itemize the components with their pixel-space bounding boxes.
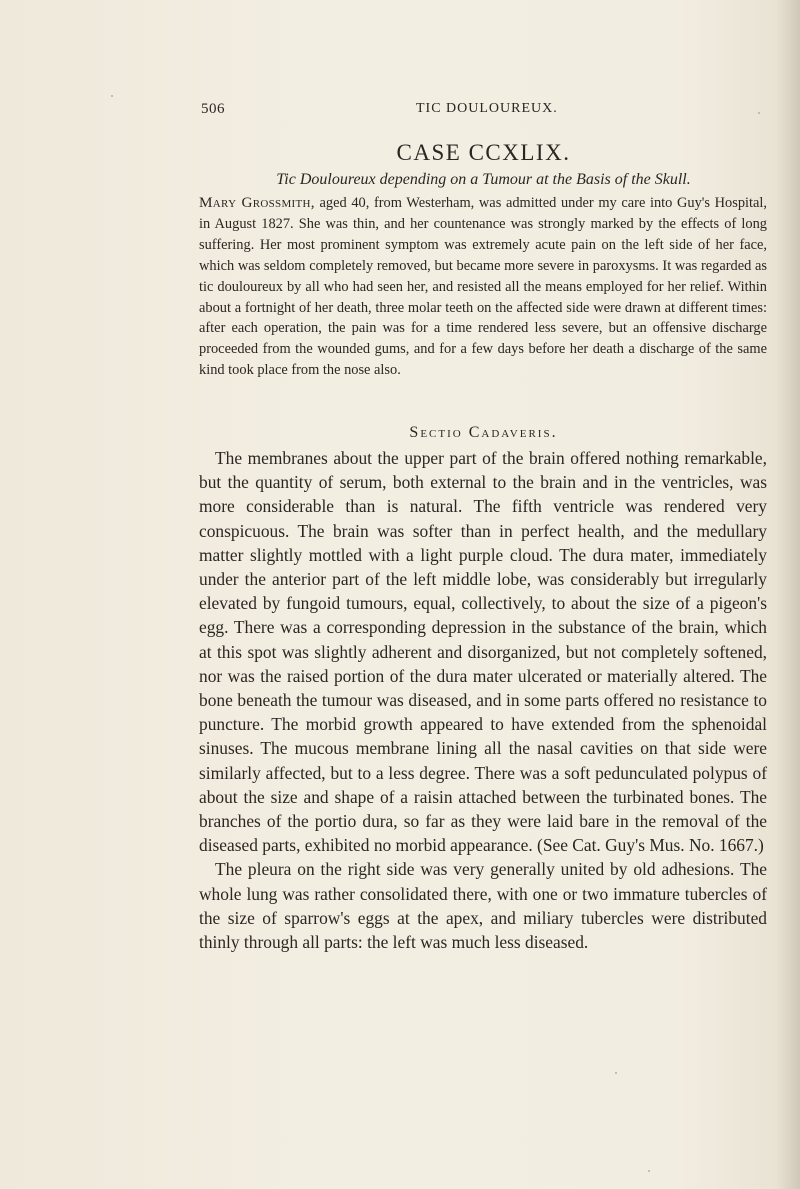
paragraph: The membranes about the upper part of the brain offered nothing remarkable, but the quantity of serum, both external to the brain and in the ventricles, was more considerable than is natural. The fifth ventricle was rendered very conspicuous. The brain was softer than in perfect health, and the medullary matter slightly mottled with a light purple cloud. The dura mater, immediately under the anterior part of the left middle lobe, was considerably but irregularly elevated by fungoid tumours, equal, collectively, to about the size of a pigeon's egg. There was a corresponding depression in the substance of the brain, which at this spot was slightly adherent and disorganized, but not completely softened, nor was the raised portion of the dura mater ulcerated or materially altered. The bone beneath the tumour was diseased, and in some parts offered no resistance to puncture. The morbid growth appeared to have extended from the sphenoidal sinuses. The mucous membrane lining all the nasal cavities on that side were similarly affected, but to a less degree. There was a soft pedunculated polypus of about the size and shape of a raisin attached between the turbinated bones. The branches of the portio dura, so far as they were laid bare in the removal of the diseased parts, exhibited no morbid appearance. (See Cat. Guy's Mus. No. 1667.) — [199, 448, 767, 856]
section-heading: Sectio Cadaveris. — [409, 424, 558, 441]
paper-speck — [758, 112, 760, 114]
patient-name: Mary Grossmith, — [199, 194, 315, 211]
page-number: 506 — [201, 101, 225, 117]
running-title: TIC DOULOUREUX. — [416, 101, 558, 116]
paper-speck — [615, 1072, 617, 1074]
case-subtitle: Tic Douloureux depending on a Tumour at the Basis of the Skull. — [276, 171, 691, 188]
case-title: CASE CCXLIX. — [396, 140, 571, 165]
sectio-cadaveris-text — [199, 446, 767, 954]
paper-speck — [111, 95, 113, 97]
case-history — [199, 193, 767, 381]
case-history-text: aged 40, from Westerham, was admitted under my care into Guy's Hospital, in August 1827. She was thin, and her countenance was strongly marked by the effects of long suffering. Her most prominent symptom was extremely acute pain on the left side of her face, which was seldom completely removed, but became more severe in paroxysms. It was regarded as tic douloureux by all who had seen her, and resisted all the means employed for her relief. Within about a fortnight of her death, three molar teeth on the affected side were drawn at different times: after each operation, the pain was for a time rendered less severe, but an offensive discharge proceeded from the wounded gums, and for a few days before her death a discharge of the same kind took place from the nose also. — [199, 195, 767, 379]
paragraph: The pleura on the right side was very generally united by old adhesions. The whole lung was rather consolidated there, with one or two immature tubercles of the size of sparrow's eggs at the apex, and miliary tubercles were distributed thinly through all parts: the left was much less diseased. — [199, 859, 767, 953]
paper-speck — [648, 1170, 650, 1172]
running-head — [201, 101, 761, 121]
